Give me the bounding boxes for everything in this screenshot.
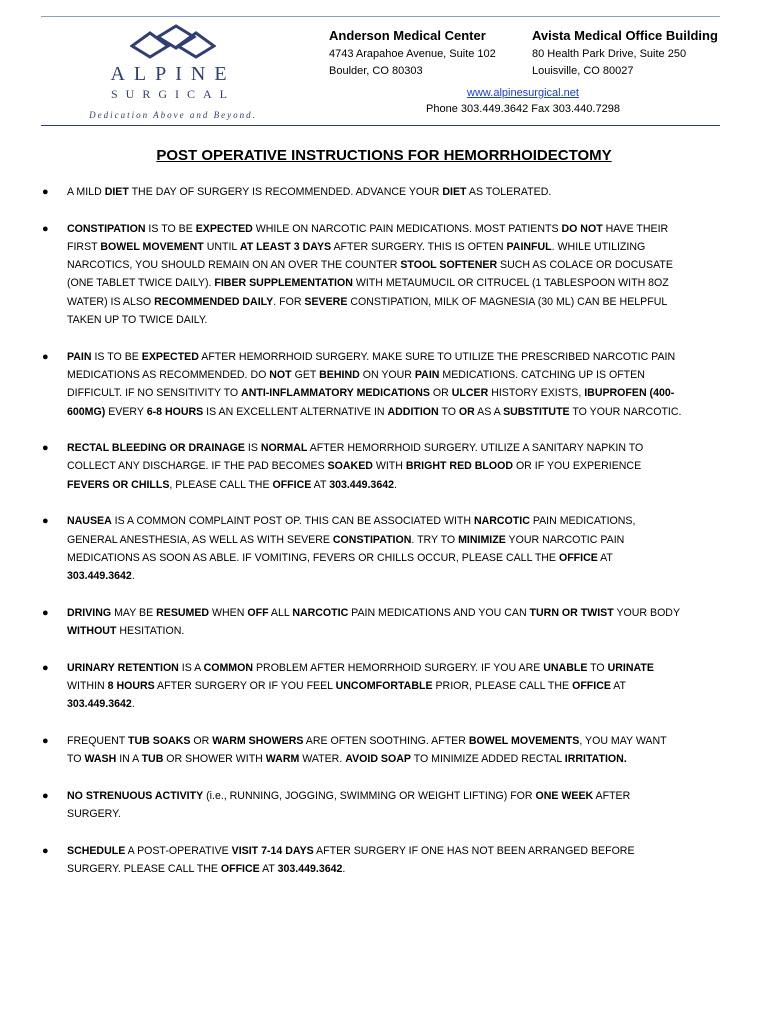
instruction-emphasis: AT LEAST 3 DAYS: [239, 240, 332, 253]
instruction-emphasis: WARM SHOWERS: [212, 734, 304, 747]
instruction-text: AFTER SURGERY OR IF YOU FEEL: [154, 680, 336, 693]
instruction-emphasis: OFFICE: [558, 551, 598, 564]
instruction-emphasis: SUBSTITUTE: [503, 405, 570, 418]
instruction-text: GET: [291, 368, 320, 381]
instruction-text: ALL: [268, 606, 293, 619]
bullet-icon: ●: [42, 515, 49, 528]
page-title: POST OPERATIVE INSTRUCTIONS FOR HEMORRHOIDECTOMY: [156, 147, 612, 164]
instruction-emphasis: OFFICE: [220, 862, 260, 875]
instruction-emphasis: ULCER: [451, 387, 489, 400]
instruction-text: OR: [190, 734, 213, 747]
instruction-text: AFTER HEMORRHOID SURGERY. UTILIZE A SANITARY NAPKIN TO COLLECT ANY DISCHARGE. IF THE PAD BECOMES: [67, 442, 644, 473]
instruction-emphasis: NO STRENUOUS ACTIVITY: [67, 789, 204, 802]
instruction-text: . TRY TO: [411, 533, 459, 546]
instruction-emphasis: CONSTIPATION: [67, 222, 146, 235]
instruction-emphasis: DRIVING: [67, 606, 112, 619]
instruction-text: CONSTIPATION, MILK OF MAGNESIA (30 ML) CAN BE HELPFUL TAKEN UP TO TWICE DAILY.: [67, 295, 667, 327]
instruction-emphasis: DIET: [442, 186, 467, 198]
instruction-text: YOUR BODY: [613, 606, 680, 619]
instruction-emphasis: ADDITION: [387, 405, 439, 418]
instruction-emphasis: RECOMMENDED DAILY: [154, 295, 274, 308]
instruction-text: TO MINIMIZE ADDED RECTAL: [410, 753, 565, 766]
instruction-emphasis: ANTI-INFLAMMATORY MEDICATIONS: [241, 387, 430, 400]
bullet-icon: ●: [42, 442, 49, 455]
instruction-item: [42, 439, 682, 494]
instruction-text: MEDICATIONS. CATCHING UP IS OFTEN DIFFICULT. IF NO SENSITIVITY TO: [67, 368, 645, 400]
instruction-emphasis: FIBER SUPPLEMENTATION: [214, 277, 353, 290]
instruction-text: .: [131, 570, 135, 583]
instruction-emphasis: AVOID SOAP: [345, 753, 411, 766]
instruction-text: .: [394, 478, 397, 491]
bullet-icon: ●: [42, 734, 49, 747]
instruction-emphasis: OR: [458, 405, 475, 418]
instruction-emphasis: NARCOTIC: [292, 606, 349, 619]
instruction-text: WITH METAUMUCIL OR CITRUCEL (1 TABLESPOON WITH 8OZ WATER) IS ALSO: [67, 277, 669, 308]
instruction-emphasis: PAIN: [67, 350, 92, 363]
location-anderson: [329, 27, 496, 80]
instruction-emphasis: RESUMED: [156, 606, 210, 619]
instruction-text: AS TOLERATED.: [466, 186, 552, 198]
instruction-emphasis: 303.449.3642: [67, 570, 132, 583]
instruction-emphasis: WITHOUT: [67, 625, 117, 638]
location-address-line: 80 Health Park Drive, Suite 250: [532, 48, 687, 60]
instruction-emphasis: OFFICE: [572, 680, 611, 693]
instruction-item: [42, 842, 682, 879]
logo-mark-icon: [130, 24, 216, 60]
instruction-emphasis: SOAKED: [327, 460, 373, 473]
instruction-emphasis: NORMAL: [260, 442, 308, 455]
instruction-text: . WHILE UTILIZING NARCOTICS, YOU SHOULD REMAIN ON AN OVER THE COUNTER: [67, 240, 646, 272]
instruction-text: FREQUENT: [67, 734, 129, 747]
instruction-text: HISTORY EXISTS,: [488, 387, 585, 400]
instruction-emphasis: CONSTIPATION: [332, 533, 412, 546]
instruction-emphasis: STOOL SOFTENER: [400, 259, 498, 272]
instruction-text: , YOU MAY WANT TO: [67, 734, 667, 766]
instruction-text: , PLEASE CALL THE: [169, 478, 273, 491]
instruction-emphasis: 8 HOURS: [107, 680, 155, 693]
instruction-text: IS A COMMON COMPLAINT POST OP. THIS CAN BE ASSOCIATED WITH: [111, 515, 474, 528]
instruction-emphasis: DIET: [104, 186, 129, 198]
instruction-item: [42, 659, 682, 714]
instruction-emphasis: BEHIND: [319, 368, 360, 381]
instruction-emphasis: NARCOTIC: [473, 515, 530, 528]
instruction-emphasis: ONE WEEK: [535, 789, 594, 802]
bullet-icon: ●: [42, 789, 49, 802]
logo-name: ALPINE: [110, 63, 236, 85]
header-bottom-rule: [41, 125, 720, 126]
instruction-text: AFTER SURGERY. THIS IS OFTEN: [331, 240, 507, 253]
instruction-text: PROBLEM AFTER HEMORRHOID SURGERY. IF YOU ARE: [253, 661, 544, 674]
instruction-emphasis: IBUPROFEN (400-600MG): [67, 387, 675, 418]
instruction-text: MAY BE: [111, 606, 157, 619]
instruction-text: WATER.: [299, 753, 346, 766]
location-address-line: Louisville, CO 80027: [532, 65, 634, 77]
instructions-list: [42, 183, 682, 897]
instruction-text: THE DAY OF SURGERY IS RECOMMENDED. ADVANCE YOUR: [128, 186, 443, 198]
instruction-emphasis: WASH: [84, 753, 117, 766]
alpine-surgical-logo: [41, 17, 305, 124]
logo-tagline: Dedication Above and Beyond.: [89, 110, 257, 120]
instruction-emphasis: NAUSEA: [67, 515, 112, 528]
instruction-text: PRIOR, PLEASE CALL THE: [432, 680, 573, 693]
instruction-emphasis: URINATE: [607, 661, 654, 674]
instruction-emphasis: SEVERE: [304, 295, 348, 308]
bullet-icon: ●: [42, 350, 49, 363]
instruction-emphasis: BRIGHT RED BLOOD: [405, 460, 513, 473]
instruction-text: HESITATION.: [116, 625, 185, 638]
instruction-text: PAIN MEDICATIONS AND YOU CAN: [348, 606, 530, 619]
instruction-text: IS: [244, 442, 261, 455]
instruction-text: AT: [610, 680, 626, 693]
website-link[interactable]: www.alpinesurgical.net: [467, 87, 579, 99]
instruction-text: IS A: [178, 661, 204, 674]
instruction-text: WITH: [372, 460, 406, 473]
instruction-text: TO: [587, 661, 608, 674]
instruction-text: TO: [438, 405, 459, 418]
instruction-emphasis: BOWEL MOVEMENTS: [468, 734, 580, 747]
instruction-emphasis: DO NOT: [561, 222, 603, 235]
instruction-item: [42, 220, 682, 330]
instruction-emphasis: PAIN: [414, 368, 440, 381]
location-name: Avista Medical Office Building: [532, 28, 718, 43]
instruction-emphasis: URINARY RETENTION: [67, 661, 179, 674]
instruction-text: AT: [311, 478, 330, 491]
instruction-text: ON YOUR: [359, 368, 415, 381]
bullet-icon: ●: [42, 186, 49, 198]
instruction-emphasis: BOWEL MOVEMENT: [100, 240, 204, 253]
instruction-text: A MILD: [67, 186, 105, 198]
instruction-text: YOUR NARCOTIC PAIN MEDICATIONS AS SOON AS ABLE. IF VOMITING, FEVERS OR CHILLS OCCUR, PLEASE CALL THE: [67, 533, 625, 564]
instruction-text: . FOR: [273, 295, 305, 308]
bullet-icon: ●: [42, 606, 49, 619]
instruction-emphasis: SCHEDULE: [67, 844, 126, 857]
instruction-text: OR: [429, 387, 452, 400]
instruction-text: IN A: [116, 753, 142, 766]
instruction-text: ARE OFTEN SOOTHING. AFTER: [303, 734, 469, 747]
instruction-emphasis: COMMON: [203, 661, 254, 674]
instruction-emphasis: UNCOMFORTABLE: [335, 680, 433, 693]
instruction-emphasis: EXPECTED: [195, 222, 253, 235]
instruction-text: AFTER HEMORRHOID SURGERY. MAKE SURE TO UTILIZE THE PRESCRIBED NARCOTIC PAIN MEDICATIONS AS RECOMMENDED. DO: [67, 350, 676, 381]
instruction-item: [42, 512, 682, 585]
instruction-emphasis: IRRITATION.: [564, 753, 627, 766]
location-name: Anderson Medical Center: [329, 28, 486, 43]
instruction-item: [42, 348, 682, 421]
instruction-text: AT: [259, 862, 278, 875]
instruction-emphasis: MINIMIZE: [458, 533, 506, 546]
instruction-text: WHILE ON NARCOTIC PAIN MEDICATIONS. MOST PATIENTS: [252, 222, 562, 235]
instruction-text: .: [342, 862, 346, 875]
instruction-emphasis: 6-8 HOURS: [146, 405, 204, 418]
instruction-emphasis: OFFICE: [272, 478, 312, 491]
instruction-text: IS TO BE: [145, 222, 196, 235]
instruction-text: A POST-OPERATIVE: [125, 844, 232, 857]
instruction-item: [42, 183, 682, 201]
instruction-emphasis: TUB SOAKS: [128, 734, 191, 747]
location-address-line: Boulder, CO 80303: [329, 65, 423, 77]
logo-subname: SURGICAL: [110, 87, 235, 101]
instruction-emphasis: UNABLE: [543, 661, 588, 674]
instruction-emphasis: TURN OR TWIST: [529, 606, 614, 619]
location-address-line: 4743 Arapahoe Avenue, Suite 102: [329, 48, 496, 60]
instruction-emphasis: 303.449.3642: [329, 478, 394, 491]
instruction-emphasis: WARM: [265, 753, 300, 766]
instruction-emphasis: PAINFUL: [506, 240, 552, 253]
instruction-text: WITHIN: [67, 680, 108, 693]
instruction-emphasis: VISIT 7-14 DAYS: [231, 844, 314, 857]
bullet-icon: ●: [42, 661, 49, 674]
instruction-text: EVERY: [105, 405, 147, 418]
instruction-emphasis: FEVERS OR CHILLS: [67, 478, 170, 491]
instruction-text: AFTER SURGERY IF ONE HAS NOT BEEN ARRANGED BEFORE SURGERY. PLEASE CALL THE: [67, 844, 635, 875]
instruction-text: AS A: [474, 405, 504, 418]
instruction-text: TO YOUR NARCOTIC.: [569, 405, 682, 418]
instruction-emphasis: NOT: [269, 368, 292, 381]
instruction-text: SUCH AS COLACE OR DOCUSATE (ONE TABLET TWICE DAILY).: [67, 259, 673, 290]
instruction-item: [42, 604, 682, 641]
instruction-emphasis: 303.449.3642: [277, 862, 343, 875]
instruction-text: OR SHOWER WITH: [163, 753, 266, 766]
instruction-text: AT: [597, 551, 613, 564]
instruction-text: .: [131, 698, 135, 711]
bullet-icon: ●: [42, 222, 49, 235]
instruction-text: AFTER SURGERY.: [67, 789, 631, 821]
instruction-emphasis: EXPECTED: [141, 350, 199, 363]
instruction-text: WHEN: [209, 606, 248, 619]
instruction-emphasis: TUB: [141, 753, 164, 766]
instruction-item: [42, 787, 682, 824]
instruction-item: [42, 732, 682, 769]
instruction-text: IS TO BE: [91, 350, 142, 363]
phone-fax: Phone 303.449.3642 Fax 303.440.7298: [426, 103, 620, 115]
instruction-emphasis: RECTAL BLEEDING OR DRAINAGE: [67, 442, 245, 455]
instruction-text: OR IF YOU EXPERIENCE: [513, 460, 642, 473]
instruction-emphasis: 303.449.3642: [67, 698, 132, 711]
location-avista: [532, 27, 718, 80]
instruction-emphasis: OFF: [247, 606, 269, 619]
instruction-text: PAIN MEDICATIONS, GENERAL ANESTHESIA, AS WELL AS WITH SEVERE: [67, 515, 636, 546]
instruction-text: HAVE THEIR FIRST: [67, 222, 669, 253]
contact-info: [385, 85, 661, 117]
instruction-text: UNTIL: [203, 240, 240, 253]
instruction-text: (i.e., RUNNING, JOGGING, SWIMMING OR WEIGHT LIFTING) FOR: [203, 789, 536, 802]
instruction-text: IS AN EXCELLENT ALTERNATIVE IN: [203, 405, 388, 418]
bullet-icon: ●: [42, 844, 49, 857]
